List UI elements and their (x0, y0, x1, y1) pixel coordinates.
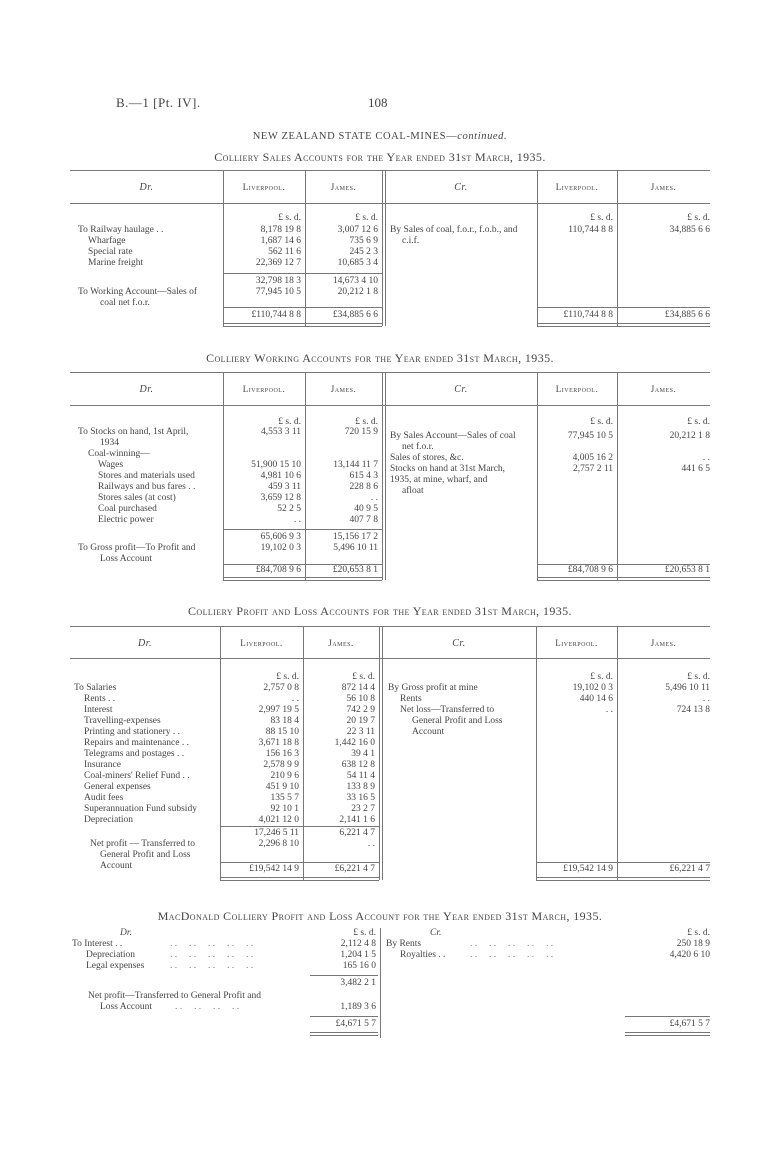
table-row-label: General Profit and Loss (100, 850, 191, 860)
table-row-label: To Railway haulage . . (78, 225, 164, 235)
total-cell: £84,708 9 6 (255, 565, 301, 575)
table-cell: 3,671 18 8 (258, 738, 299, 748)
table-cell: 4,005 16 2 (572, 453, 613, 463)
total-cell: £19,542 14 9 (249, 864, 299, 874)
table-row-label: c.i.f. (402, 236, 420, 246)
table-cell: 33 16 5 (346, 793, 375, 803)
table-cell: 133 8 9 (346, 782, 375, 792)
table-row-label: By Gross profit at mine (388, 683, 478, 693)
table-cell: . . (291, 694, 299, 704)
table-cell: 4,981 10 6 (260, 471, 301, 481)
lsd-heading: £ s. d. (687, 213, 710, 223)
total-cell: £19,542 14 9 (563, 864, 613, 874)
subtotal-cell: 17,246 5 11 (254, 828, 299, 838)
table-cell: 245 2 3 (349, 247, 378, 257)
lsd-heading: £ s. d. (687, 672, 710, 682)
total-cell: £110,744 8 8 (251, 310, 301, 320)
lsd-heading: £ s. d. (355, 213, 378, 223)
subtotal-cell: 15,156 17 2 (332, 532, 378, 542)
table-cell: 1,204 1 5 (340, 950, 376, 960)
table-row-label: Superannuation Fund subsidy (84, 804, 197, 814)
table-cell: 22 3 11 (346, 727, 375, 737)
table-cell: 39 4 1 (351, 749, 375, 759)
profit-loss-accounts-title: Colliery Profit and Loss Accounts for the Year ended 31st March, 1935. (188, 604, 572, 618)
total-cell: £84,708 9 6 (567, 565, 613, 575)
table-cell: 407 7 8 (349, 515, 378, 525)
table-cell: 135 5 7 (270, 793, 299, 803)
table-cell: . . (370, 493, 378, 503)
table-row-label: Wages (98, 460, 124, 470)
table-cell: 20 19 7 (346, 716, 375, 726)
table-row-label: Coal-miners' Relief Fund . . (84, 771, 190, 781)
table-cell: 4,553 3 11 (260, 427, 301, 437)
table-row-label: Rents (400, 694, 422, 704)
table-cell: . . (367, 839, 375, 849)
dr-header: Dr. (139, 384, 154, 395)
table-row-label: Repairs and maintenance . . (84, 738, 189, 748)
total-cell: £110,744 8 8 (563, 310, 613, 320)
total-cell: £34,885 6 6 (664, 310, 710, 320)
lsd-heading: £ s. d. (278, 213, 301, 223)
liverpool-header: Liverpool. (555, 182, 599, 192)
table-row-label: Audit fees (84, 793, 124, 803)
table-row-label: Marine freight (88, 258, 144, 268)
table-cell: 720 15 9 (344, 427, 378, 437)
table-cell: 77,945 10 5 (255, 287, 301, 297)
subtotal-cell: 65,606 9 3 (260, 532, 301, 542)
table-cell: 40 9 5 (354, 504, 378, 514)
table-row-label: Travelling-expenses (84, 716, 161, 726)
james-header: James. (650, 638, 677, 648)
dr-header: Dr. (137, 638, 152, 649)
dr-header: Dr. (120, 928, 132, 938)
table-row-label: Printing and stationery . . (84, 727, 181, 737)
table-cell: 56 10 8 (346, 694, 375, 704)
table-cell: 4,420 6 10 (669, 950, 710, 960)
table-row-label: coal net f.o.r. (100, 298, 150, 308)
cr-header: Cr. (454, 182, 468, 193)
table-cell: 1,442 16 0 (334, 738, 375, 748)
liverpool-header: Liverpool. (555, 384, 599, 394)
lsd-heading: £ s. d. (276, 672, 299, 682)
table-row-label: To Salaries (74, 683, 117, 693)
table-row-label: By Rents (386, 939, 422, 949)
liverpool-header: Liverpool. (555, 638, 598, 648)
cr-header: Cr. (452, 638, 466, 649)
table-cell: 2,141 1 6 (339, 815, 375, 825)
table-cell: 83 18 4 (270, 716, 299, 726)
table-cell: 10,685 3 4 (337, 258, 378, 268)
sales-accounts-table (70, 170, 710, 328)
lsd-heading: £ s. d. (687, 928, 710, 938)
table-cell: . . (702, 453, 710, 463)
table-cell: 2,757 2 11 (572, 464, 613, 474)
lsd-heading: £ s. d. (687, 417, 710, 427)
liverpool-header: Liverpool. (242, 182, 286, 192)
table-cell: 1,189 3 6 (340, 1002, 376, 1012)
total-cell: £34,885 6 6 (332, 310, 378, 320)
macdonald-account-table: Dr. Cr. £ s. d. £ s. d. To Interest . . Depreciation Legal expenses . . . . . . . . . . . . . . . . . . . . . . . . . . . . . . 2,112 4 8 1,204 1 5 165 16 0 3,482 2 1 Net profit—Transferred to General Profit and Loss Account . . . . . . . . 1,189 3 6 By Rents Royalties . . . . . . . . . . . . . . . . . . . . . . 250 18 9 4,420 6 10 £4,671 5 7 £4,671 5 7 (70, 928, 710, 1040)
table-cell: 2,112 4 8 (340, 939, 376, 949)
macdonald-account-title: MacDonald Colliery Profit and Loss Account for the Year ended 31st March, 1935. (157, 909, 603, 923)
table-cell: 165 16 0 (342, 961, 376, 971)
table-cell: 19,102 0 3 (260, 543, 301, 553)
table-cell: 3,659 12 8 (260, 493, 301, 503)
lsd-heading: £ s. d. (590, 213, 613, 223)
table-cell: . . (293, 515, 301, 525)
table-row-label: To Interest . . (72, 939, 123, 949)
table-cell: 2,757 0 8 (263, 683, 299, 693)
table-row-label: Interest (84, 705, 113, 715)
table-row-label: Telegrams and postages . . (84, 749, 185, 759)
table-cell: 77,945 10 5 (567, 431, 613, 441)
table-cell: 724 13 8 (676, 705, 710, 715)
table-row-label: Net loss—Transferred to (400, 705, 495, 715)
table-cell: 2,578 9 9 (263, 760, 299, 770)
table-cell: . . (605, 705, 613, 715)
table-cell: 2,997 19 5 (258, 705, 299, 715)
james-header: James. (330, 182, 357, 192)
total-cell: £4,671 5 7 (669, 1019, 710, 1029)
working-accounts-table (70, 372, 710, 582)
table-cell: 20,212 1 8 (669, 431, 710, 441)
james-header: James. (650, 384, 677, 394)
cr-header: Cr. (430, 928, 442, 938)
table-row-label: Net profit—Transferred to General Profit and (88, 991, 261, 1001)
table-cell: 5,496 10 11 (333, 543, 378, 553)
table-cell: 440 14 6 (579, 694, 613, 704)
table-row-label: Account (412, 727, 445, 737)
table-row-label: Rents . . (84, 694, 116, 704)
table-cell: 615 4 3 (349, 471, 378, 481)
table-cell: 51,900 15 10 (251, 460, 301, 470)
table-cell: 459 3 11 (268, 482, 301, 492)
james-header: James. (328, 638, 354, 648)
table-cell: 3,007 12 6 (337, 225, 378, 235)
table-row-label: Electric power (98, 515, 154, 525)
table-row-label: Legal expenses (86, 961, 145, 971)
sales-accounts-title: Colliery Sales Accounts for the Year ended 31st March, 1935. (214, 150, 546, 164)
table-row-label: Loss Account (100, 554, 152, 564)
table-row-label: Account (100, 861, 133, 871)
table-row-label: Coal purchased (98, 504, 157, 514)
subtotal-cell: 14,673 4 10 (332, 276, 378, 286)
lsd-heading: £ s. d. (353, 928, 376, 938)
table-cell: 250 18 9 (676, 939, 710, 949)
table-cell: 110,744 8 8 (568, 225, 613, 235)
table-row-label: Depreciation (84, 815, 134, 825)
report-reference: B.—1 [Pt. IV]. (116, 95, 201, 110)
table-row-label: Sales of stores, &c. (390, 453, 464, 463)
table-cell: 441 6 5 (681, 464, 710, 474)
liverpool-header: Liverpool. (240, 638, 283, 648)
table-cell: 210 9 6 (270, 771, 299, 781)
table-row-label: Railways and bus fares . . (98, 482, 196, 492)
table-row-label: Stocks on hand at 31st March, (390, 464, 506, 474)
dr-header: Dr. (139, 182, 154, 193)
subtotal-cell: 3,482 2 1 (340, 978, 376, 988)
table-row-label: Royalties . . (400, 950, 446, 960)
table-row-label: Depreciation (86, 950, 136, 960)
profit-loss-accounts-table (70, 626, 710, 882)
lsd-heading: £ s. d. (352, 672, 375, 682)
total-cell: £20,653 8 1 (332, 565, 378, 575)
table-row-label: To Gross profit—To Profit and (78, 543, 196, 553)
cr-header: Cr. (454, 384, 468, 395)
table-cell: . . (702, 694, 710, 704)
table-row-label: Stores and materials used (98, 471, 195, 481)
table-cell: 20,212 1 8 (337, 287, 378, 297)
table-row-label: Coal-winning— (88, 449, 150, 459)
table-row-label: net f.o.r. (402, 442, 434, 452)
table-row-label: Loss Account (100, 1002, 152, 1012)
table-cell: 4,021 12 0 (258, 815, 299, 825)
table-cell: 1,687 14 6 (260, 236, 301, 246)
page-number: 108 (368, 95, 388, 110)
table-cell: 742 2 9 (346, 705, 375, 715)
liverpool-header: Liverpool. (242, 384, 286, 394)
table-cell: 92 10 1 (270, 804, 299, 814)
table-cell: 228 8 6 (349, 482, 378, 492)
table-cell: 8,178 19 8 (260, 225, 301, 235)
document-title: NEW ZEALAND STATE COAL-MINES—continued. (252, 131, 508, 142)
lsd-heading: £ s. d. (355, 417, 378, 427)
table-row-label: afloat (402, 486, 424, 496)
table-cell: 52 2 5 (277, 504, 301, 514)
table-row-label: 1935, at mine, wharf, and (390, 475, 488, 485)
james-header: James. (650, 182, 677, 192)
table-cell: 156 16 3 (265, 749, 299, 759)
total-cell: £6,221 4 7 (669, 864, 710, 874)
table-row-label: Stores sales (at cost) (98, 493, 176, 503)
table-row-label: Net profit — Transferred to (90, 839, 196, 849)
table-cell: 638 12 8 (341, 760, 375, 770)
table-row-label: Insurance (84, 760, 121, 770)
table-cell: 2,296 8 10 (258, 839, 299, 849)
table-row-label: To Stocks on hand, 1st April, (78, 427, 189, 437)
table-row-label: General expenses (84, 782, 151, 792)
total-cell: £4,671 5 7 (335, 1019, 376, 1029)
table-cell: 34,885 6 6 (669, 225, 710, 235)
lsd-heading: £ s. d. (590, 417, 613, 427)
subtotal-cell: 6,221 4 7 (339, 828, 375, 838)
lsd-heading: £ s. d. (278, 417, 301, 427)
james-header: James. (330, 384, 357, 394)
table-cell: 872 14 4 (341, 683, 375, 693)
table-row-label: Wharfage (88, 236, 126, 246)
table-row-label: Special rate (88, 247, 133, 257)
total-cell: £6,221 4 7 (334, 864, 375, 874)
table-cell: 88 15 10 (265, 727, 299, 737)
table-cell: 23 2 7 (351, 804, 375, 814)
table-row-label: To Working Account—Sales of (78, 287, 197, 297)
table-cell: 22,369 12 7 (255, 258, 301, 268)
table-cell: 5,496 10 11 (665, 683, 710, 693)
table-row-label: 1934 (100, 438, 119, 448)
table-row-label: General Profit and Loss (412, 716, 503, 726)
table-cell: 54 11 4 (346, 771, 375, 781)
table-cell: 13,144 11 7 (333, 460, 378, 470)
table-cell: 19,102 0 3 (572, 683, 613, 693)
table-cell: 562 11 6 (268, 247, 301, 257)
table-cell: 735 6 9 (349, 236, 378, 246)
table-row-label: By Sales of coal, f.o.r., f.o.b., and (390, 225, 518, 235)
subtotal-cell: 32,798 18 3 (255, 276, 301, 286)
lsd-heading: £ s. d. (590, 672, 613, 682)
total-cell: £20,653 8 1 (664, 565, 710, 575)
table-row-label: By Sales Account—Sales of coal (390, 431, 516, 441)
table-cell: 451 9 10 (265, 782, 299, 792)
working-accounts-title: Colliery Working Accounts for the Year ended 31st March, 1935. (206, 351, 554, 365)
